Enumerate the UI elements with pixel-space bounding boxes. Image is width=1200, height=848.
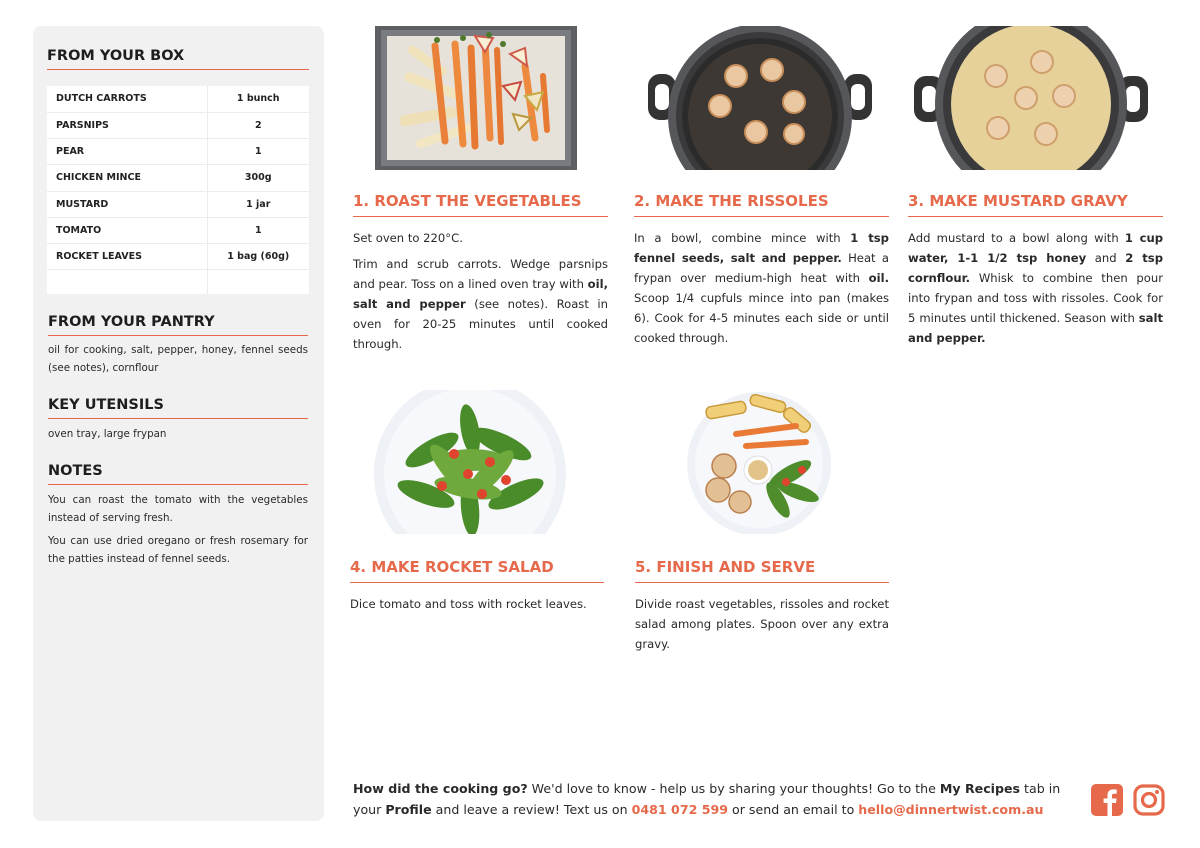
ingredient-name: PARSNIPS (47, 112, 207, 138)
roast-vegetables-photo (375, 26, 577, 170)
ingredient-qty: 1 (207, 139, 309, 165)
table-row (47, 191, 309, 217)
ingredient-qty: 1 bunch (207, 86, 309, 112)
note-1: You can roast the tomato with the vegetables instead of serving fresh. (48, 494, 308, 524)
ingredient-name: CHICKEN MINCE (47, 165, 207, 191)
step-3-title: 3. MAKE MUSTARD GRAVY (908, 192, 1163, 217)
ingredients-table (47, 86, 309, 294)
facebook-icon[interactable] (1091, 784, 1123, 816)
step-1-body (353, 228, 608, 360)
step-1-p2: Trim and scrub carrots. Wedge parsnips and pear. Toss on a lined oven tray with oil, salt and pepper (see notes). Roast in oven for 20-25 minutes until cooked through. (353, 257, 609, 351)
step-1-p1: Set oven to 220°C. (353, 231, 463, 245)
note-2: You can use dried oregano or fresh rosemary for the patties instead of fennel seeds. (48, 535, 308, 565)
table-row (47, 139, 309, 165)
phone-link[interactable]: 0481 072 599 (631, 802, 729, 817)
step-5-title: 5. FINISH AND SERVE (635, 558, 889, 583)
step-4-body: Dice tomato and toss with rocket leaves. (350, 597, 587, 611)
ingredient-name: DUTCH CARROTS (47, 86, 207, 112)
step-1-title: 1. ROAST THE VEGETABLES (353, 192, 608, 217)
finished-plate-photo (686, 390, 832, 534)
profile-link[interactable]: Profile (385, 802, 432, 817)
ingredient-name: MUSTARD (47, 191, 207, 217)
footer-question: How did the cooking go? (353, 781, 528, 796)
ingredients-sidebar (33, 26, 324, 821)
table-row (47, 217, 309, 243)
step-3-body: Add mustard to a bowl along with 1 cup water, 1-1 1/2 tsp honey and 2 tsp cornflour. Whisk to combine then pour into frypan and toss with rissoles. Cook for 5 minutes until thickened. Season with salt and pepper. (908, 231, 1163, 345)
rissoles-frypan-photo (648, 26, 872, 170)
mustard-gravy-frypan-photo (914, 26, 1148, 170)
from-your-box-heading: FROM YOUR BOX (47, 48, 309, 70)
step-2-title: 2. MAKE THE RISSOLES (634, 192, 889, 217)
my-recipes-link[interactable]: My Recipes (939, 781, 1021, 796)
notes-heading: NOTES (48, 463, 308, 485)
ingredient-qty: 1 bag (60g) (207, 244, 309, 270)
ingredient-qty: 2 (207, 112, 309, 138)
table-row (47, 112, 309, 138)
email-link[interactable]: hello@dinnertwist.com.au (858, 802, 1044, 817)
step-5-body: Divide roast vegetables, rissoles and rocket salad among plates. Spoon over any extra gravy. (635, 597, 889, 651)
ingredient-qty: 1 jar (207, 191, 309, 217)
ingredient-name: ROCKET LEAVES (47, 244, 207, 270)
feedback-footer: How did the cooking go? We'd love to know - help us by sharing your thoughts! Go to the My Recipes tab in your Profile and leave a review! Text us on 0481 072 599 or send an email to hello@dinnertwist.com.au (353, 781, 1061, 817)
ingredient-name: TOMATO (47, 217, 207, 243)
key-utensils-heading: KEY UTENSILS (48, 397, 308, 419)
rocket-salad-photo (372, 390, 568, 534)
step-2-body: In a bowl, combine mince with 1 tsp fennel seeds, salt and pepper. Heat a frypan over medium-high heat with oil. Scoop 1/4 cupfuls mince into pan (makes 6). Cook for 4-5 minutes each side or until cooked through. (634, 231, 889, 345)
table-row (47, 244, 309, 270)
ingredient-qty: 1 (207, 217, 309, 243)
step-4-title: 4. MAKE ROCKET SALAD (350, 558, 604, 583)
ingredient-name: PEAR (47, 139, 207, 165)
table-row (47, 86, 309, 112)
utensils-text: oven tray, large frypan (48, 428, 167, 440)
instagram-icon[interactable] (1133, 784, 1165, 816)
ingredient-qty: 300g (207, 165, 309, 191)
pantry-text: oil for cooking, salt, pepper, honey, fennel seeds (see notes), cornflour (48, 344, 308, 374)
table-row-empty (47, 270, 309, 294)
from-your-pantry-heading: FROM YOUR PANTRY (48, 314, 308, 336)
table-row (47, 165, 309, 191)
